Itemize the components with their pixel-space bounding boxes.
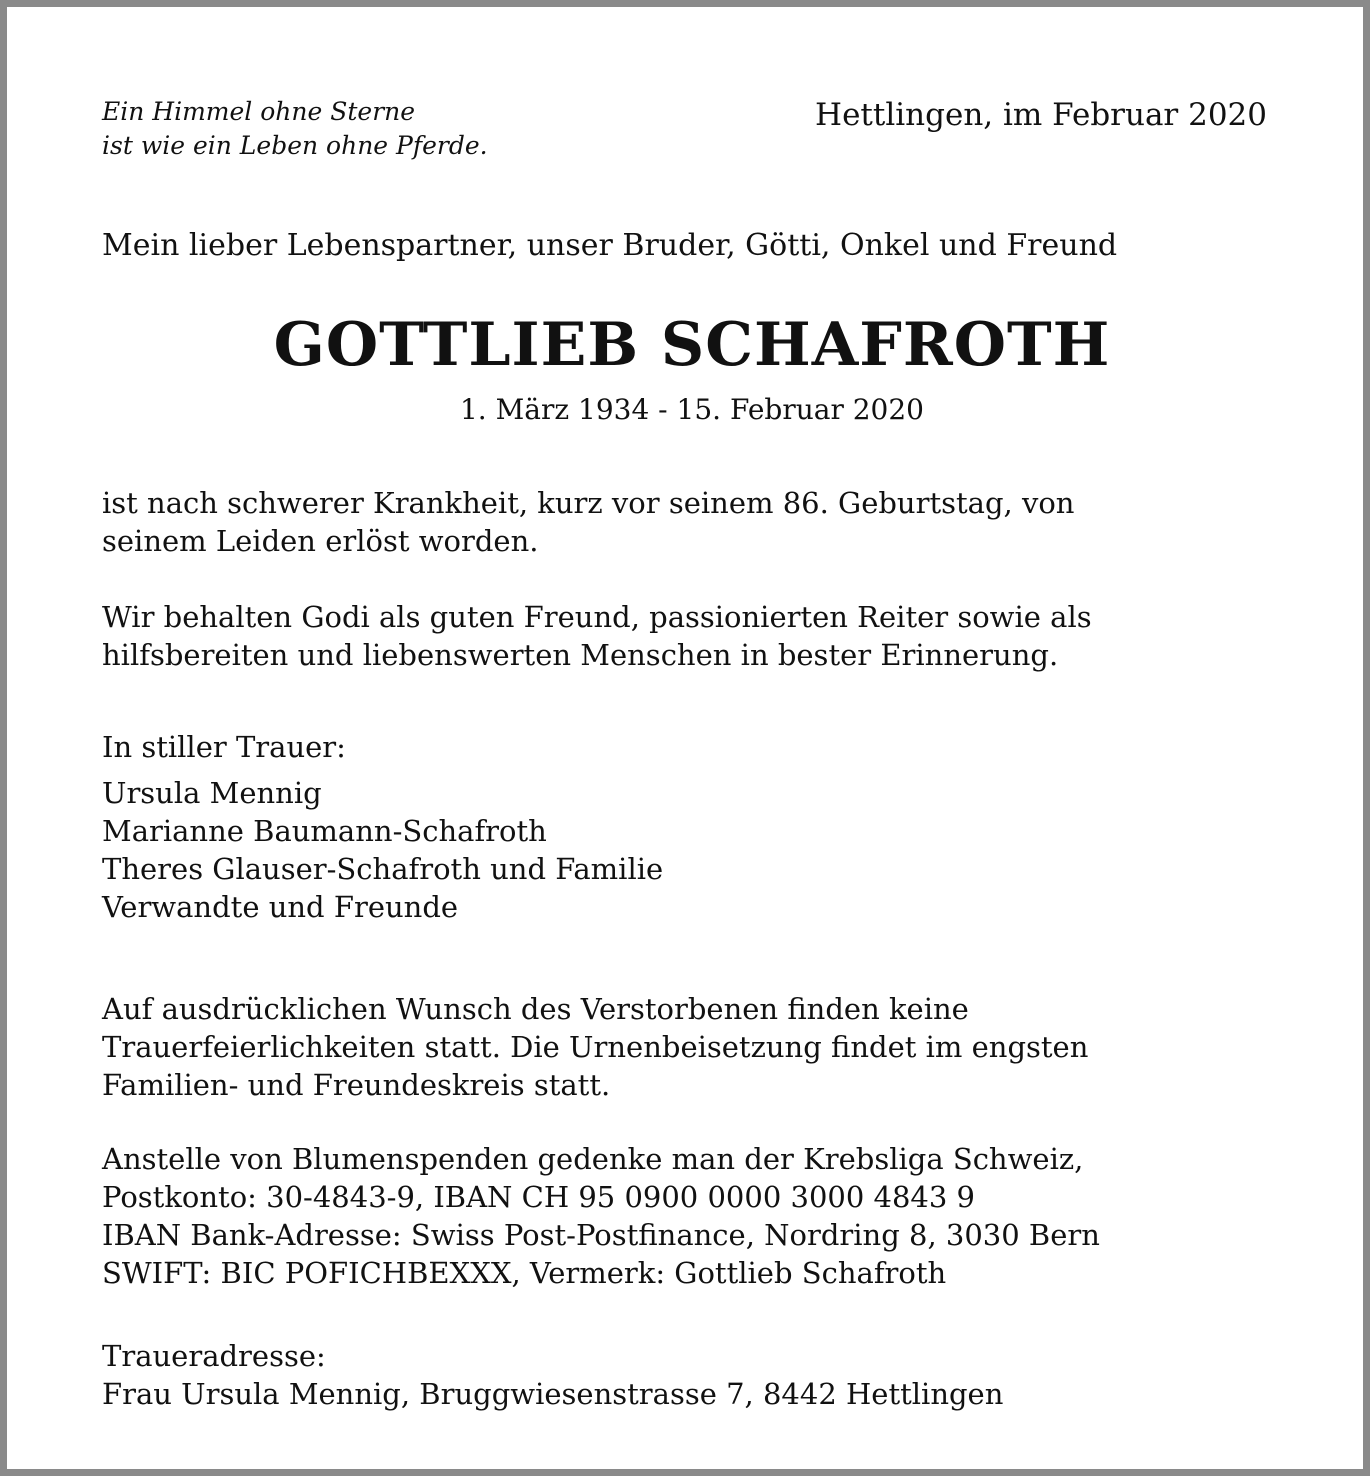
motto-line: Ein Himmel ohne Sterne bbox=[102, 97, 416, 126]
funeral-info-paragraph bbox=[102, 990, 1088, 1104]
donation-paragraph bbox=[102, 1140, 1100, 1292]
mourner-name: Marianne Baumann-Schafroth bbox=[102, 814, 547, 848]
paragraph-line: Trauerfeierlichkeiten statt. Die Urnenbeisetzung findet im engsten bbox=[102, 1030, 1089, 1064]
motto-quote bbox=[102, 95, 488, 163]
intro-text: Mein lieber Lebenspartner, unser Bruder, Götti, Onkel und Freund bbox=[102, 228, 1118, 263]
paragraph-line: Auf ausdrücklichen Wunsch des Verstorbenen finden keine bbox=[102, 992, 969, 1026]
paragraph-line: SWIFT: BIC POFICHBEXXX, Vermerk: Gottlieb Schafroth bbox=[102, 1256, 947, 1290]
paragraph-line: seinem Leiden erlöst worden. bbox=[102, 524, 539, 558]
paragraph-line: Familien- und Freundeskreis statt. bbox=[102, 1068, 611, 1102]
mourner-name: Theres Glauser-Schafroth und Familie bbox=[102, 852, 664, 886]
deceased-name: GOTTLIEB SCHAFROTH bbox=[273, 310, 1111, 380]
paragraph-line: Wir behalten Godi als guten Freund, passionierten Reiter sowie als bbox=[102, 600, 1092, 634]
place-date: Hettlingen, im Februar 2020 bbox=[815, 97, 1267, 133]
paragraph-line: Anstelle von Blumenspenden gedenke man der Krebsliga Schweiz, bbox=[102, 1142, 1084, 1176]
remembrance-paragraph bbox=[102, 598, 1092, 674]
mourning-address: Frau Ursula Mennig, Bruggwiesenstrasse 7, 8442 Hettlingen bbox=[102, 1377, 1004, 1411]
motto-line: ist wie ein Leben ohne Pferde. bbox=[102, 131, 488, 160]
mourner-name: Verwandte und Freunde bbox=[102, 890, 459, 924]
paragraph-line: hilfsbereiten und liebenswerten Menschen in bester Erinnerung. bbox=[102, 638, 1059, 672]
life-dates: 1. März 1934 - 15. Februar 2020 bbox=[459, 393, 924, 426]
paragraph-line: IBAN Bank-Adresse: Swiss Post-Postfinance, Nordring 8, 3030 Bern bbox=[102, 1218, 1100, 1252]
mourning-label: In stiller Trauer: bbox=[102, 730, 346, 764]
paragraph-line: ist nach schwerer Krankheit, kurz vor seinem 86. Geburtstag, von bbox=[102, 486, 1075, 520]
mourners-list bbox=[102, 774, 663, 926]
address-label: Traueradresse: bbox=[102, 1339, 326, 1373]
announcement-paragraph bbox=[102, 484, 1074, 560]
mourner-name: Ursula Mennig bbox=[102, 776, 322, 810]
paragraph-line: Postkonto: 30-4843-9, IBAN CH 95 0900 0000 3000 4843 9 bbox=[102, 1180, 975, 1214]
